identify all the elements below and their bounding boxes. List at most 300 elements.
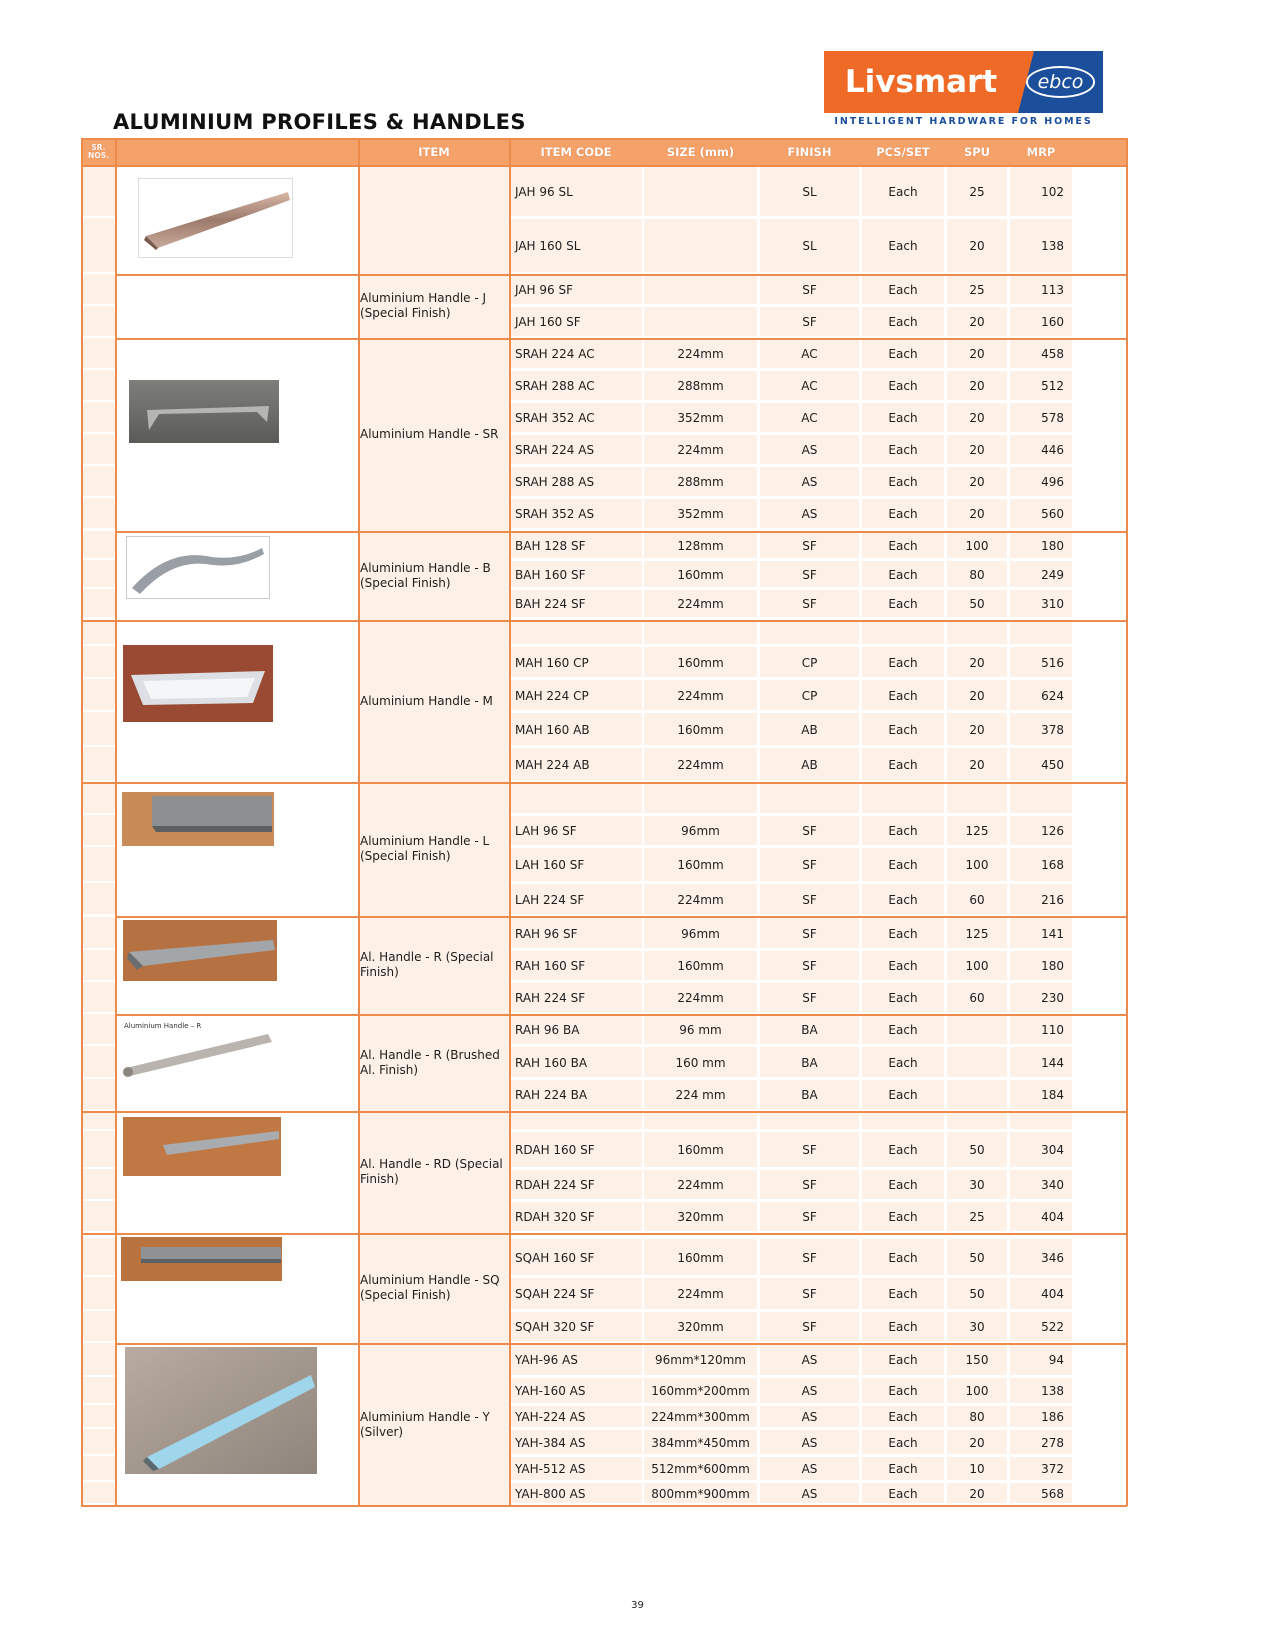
cell-size: 96 mm (679, 1023, 722, 1037)
header-size: SIZE (mm) (666, 144, 735, 159)
handle-sr-image (129, 380, 279, 443)
header-mrp: MRP (1026, 144, 1056, 159)
sr-cell (82, 1238, 115, 1277)
cell-finish: AS (801, 1410, 818, 1424)
sr-cell (82, 370, 115, 402)
item-name: Aluminium Handle - SR (360, 427, 499, 441)
sr-cell (82, 498, 115, 530)
page-title: ALUMINIUM PROFILES & HANDLES (113, 110, 526, 134)
cell-mrp: 168 (1041, 858, 1064, 872)
cell-mrp: 102 (1041, 184, 1064, 199)
cell-spu: 20 (969, 475, 985, 489)
sr-cell (82, 1014, 115, 1046)
cell-mrp: 516 (1041, 655, 1064, 670)
cell-finish: SL (802, 184, 817, 199)
cell-mrp: 578 (1041, 411, 1064, 425)
cell-finish: SF (802, 991, 817, 1005)
cell-mrp: 450 (1041, 757, 1064, 772)
item-name: Aluminium Handle - SQ (Special Finish) (360, 1273, 500, 1302)
grid-line (116, 1233, 1127, 1235)
sr-cell (82, 1169, 115, 1201)
cell-pcs: Each (888, 1320, 918, 1334)
cell-mrp: 458 (1041, 347, 1064, 361)
cell-spu: 20 (969, 507, 985, 521)
cell-pcs: Each (888, 1353, 918, 1367)
cell-size: 288mm (677, 475, 724, 489)
cell-code: SRAH 352 AS (515, 507, 595, 521)
item-name: Aluminium Handle - L (Special Finish) (360, 834, 490, 863)
spacer-cell (644, 622, 757, 644)
cell-mrp: 144 (1041, 1055, 1064, 1070)
cell-spu: 60 (969, 991, 985, 1005)
cell-code: RDAH 320 SF (515, 1210, 595, 1224)
cell-mrp: 378 (1041, 722, 1064, 737)
cell-finish: BA (801, 1023, 818, 1037)
sr-cell (82, 1405, 115, 1429)
sr-cell (82, 620, 115, 646)
sr-cell (82, 1343, 115, 1377)
cell-spu: 100 (965, 959, 989, 973)
cell-spu: 30 (969, 1178, 985, 1192)
grid-line (115, 138, 117, 1506)
cell-code: BAH 160 SF (515, 567, 586, 582)
cell-spu: 50 (969, 1287, 985, 1301)
spacer-cell (644, 1113, 757, 1129)
handle-r-brushed-image (122, 1016, 274, 1081)
cell-pcs: Each (888, 1410, 918, 1424)
cell-size: 160mm (677, 567, 724, 582)
cell-finish: SF (802, 1250, 817, 1265)
cell-spu: 20 (969, 688, 985, 703)
cell-code: SRAH 352 AC (515, 411, 595, 425)
handle-b-image (126, 536, 270, 599)
cell-size: 160mm (677, 722, 724, 737)
cell-size (644, 274, 757, 306)
cell-pcs: Each (888, 347, 918, 361)
cell-pcs: Each (888, 1023, 918, 1037)
cell-finish: SF (802, 567, 817, 582)
cell-spu: 125 (965, 926, 989, 941)
sr-cell (82, 1482, 115, 1505)
cell-spu: 20 (969, 757, 985, 772)
cell-code: RDAH 224 SF (515, 1178, 595, 1192)
cell-finish: SF (802, 1143, 817, 1157)
cell-finish: SF (802, 1287, 817, 1301)
cell-finish: AS (801, 443, 818, 457)
cell-mrp: 512 (1041, 379, 1064, 393)
cell-size: 128mm (677, 538, 724, 553)
handle-l-image (122, 792, 274, 846)
cell-size: 512mm*600mm (651, 1462, 750, 1476)
cell-mrp: 340 (1041, 1178, 1064, 1192)
cell-finish: AS (801, 1462, 818, 1476)
handle-sq-image (121, 1237, 282, 1281)
grid-line (81, 620, 116, 622)
cell-size: 288mm (677, 379, 724, 393)
spacer-cell (862, 622, 944, 644)
header-item-code: ITEM CODE (540, 144, 612, 159)
cell-pcs: Each (888, 991, 918, 1005)
cell-finish: AB (801, 722, 818, 737)
cell-pcs: Each (888, 892, 918, 907)
spacer-cell (760, 1113, 859, 1129)
cell-pcs: Each (888, 1178, 918, 1192)
cell-finish: SF (802, 824, 817, 838)
cell-size: 224 mm (675, 1088, 726, 1102)
cell-pcs: Each (888, 475, 918, 489)
cell-code: RAH 224 SF (515, 991, 586, 1005)
grid-line (81, 1111, 116, 1113)
grid-line (358, 138, 360, 1506)
cell-spu: 50 (969, 1143, 985, 1157)
cell-pcs: Each (888, 567, 918, 582)
cell-finish: BA (801, 1088, 818, 1102)
cell-mrp: 110 (1041, 1023, 1064, 1037)
cell-mrp: 446 (1041, 443, 1064, 457)
cell-code: SQAH 160 SF (515, 1250, 595, 1265)
cell-size (644, 218, 757, 274)
grid-line (81, 782, 116, 784)
spacer-cell (760, 784, 859, 813)
cell-spu (947, 1079, 1007, 1111)
sr-cell (82, 950, 115, 982)
cell-spu: 20 (969, 722, 985, 737)
cell-pcs: Each (888, 507, 918, 521)
sr-cell (82, 712, 115, 747)
spacer-cell (760, 622, 859, 644)
cell-pcs: Each (888, 411, 918, 425)
brand-tagline: INTELLIGENT HARDWARE FOR HOMES (834, 116, 1093, 127)
cell-pcs: Each (888, 1287, 918, 1301)
sr-cell (82, 531, 115, 560)
cell-mrp: 186 (1041, 1410, 1064, 1424)
cell-size: 224mm*300mm (651, 1410, 750, 1424)
cell-mrp: 180 (1041, 959, 1064, 973)
cell-code: YAH-224 AS (515, 1410, 586, 1424)
cell-mrp: 568 (1041, 1486, 1064, 1501)
sr-cell (82, 560, 115, 589)
spacer-cell (1010, 622, 1072, 644)
cell-mrp: 522 (1041, 1320, 1064, 1334)
cell-pcs: Each (888, 379, 918, 393)
handle-r-image (123, 920, 277, 981)
cell-size: 320mm (677, 1210, 724, 1224)
cell-code: MAH 160 AB (515, 722, 590, 737)
cell-code: YAH-160 AS (515, 1384, 586, 1398)
cell-mrp: 372 (1041, 1462, 1064, 1476)
sr-cell (82, 747, 115, 782)
grid-line (116, 274, 1127, 276)
grid-line (116, 782, 1127, 784)
spacer-cell (1010, 784, 1072, 813)
cell-code: RAH 96 SF (515, 926, 578, 941)
cell-finish: SF (802, 959, 817, 973)
handle-j-image (138, 178, 293, 258)
cell-spu (947, 1046, 1007, 1079)
cell-spu: 150 (965, 1353, 989, 1367)
cell-pcs: Each (888, 239, 918, 253)
cell-mrp: 346 (1041, 1250, 1064, 1265)
spacer-cell (644, 784, 757, 813)
cell-code: JAH 160 SF (515, 315, 581, 329)
cell-pcs: Each (888, 1462, 918, 1476)
cell-finish: AS (801, 475, 818, 489)
cell-finish: AC (801, 379, 818, 393)
cell-code: RAH 160 BA (515, 1055, 588, 1070)
cell-code: RDAH 160 SF (515, 1143, 595, 1157)
cell-pcs: Each (888, 757, 918, 772)
cell-pcs: Each (888, 283, 918, 297)
cell-mrp: 404 (1041, 1210, 1064, 1224)
cell-size: 160mm (677, 1250, 724, 1265)
grid-line (1126, 138, 1128, 1506)
cell-spu: 125 (965, 824, 989, 838)
cell-pcs: Each (888, 597, 918, 611)
sr-cell (82, 679, 115, 712)
cell-code: SRAH 224 AS (515, 443, 595, 457)
cell-finish: SF (802, 1178, 817, 1192)
header-item: ITEM (418, 144, 450, 159)
cell-code: MAH 224 AB (515, 757, 590, 772)
cell-pcs: Each (888, 926, 918, 941)
cell-pcs: Each (888, 315, 918, 329)
grid-line (81, 1505, 1127, 1507)
cell-pcs: Each (888, 538, 918, 553)
spacer-cell (947, 622, 1007, 644)
cell-mrp: 249 (1041, 567, 1064, 582)
sr-cell (82, 1131, 115, 1169)
cell-finish: CP (801, 688, 818, 703)
cell-spu (947, 1014, 1007, 1046)
cell-size: 352mm (677, 411, 724, 425)
cell-spu: 20 (969, 411, 985, 425)
cell-mrp: 560 (1041, 507, 1064, 521)
cell-mrp: 496 (1041, 475, 1064, 489)
cell-finish: SF (802, 926, 817, 941)
cell-code: SRAH 288 AC (515, 379, 595, 393)
handle-y-image (125, 1347, 317, 1474)
header-pcs-set: PCS/SET (876, 144, 930, 159)
cell-finish: AC (801, 347, 818, 361)
cell-spu: 80 (969, 567, 985, 582)
item-name: Aluminium Handle - M (360, 693, 493, 708)
cell-mrp: 138 (1041, 1384, 1064, 1398)
cell-finish: SL (802, 239, 817, 253)
spacer-cell (947, 1113, 1007, 1129)
cell-size: 224mm (677, 757, 724, 772)
cell-pcs: Each (888, 858, 918, 872)
cell-code: LAH 96 SF (515, 824, 577, 838)
cell-size (644, 165, 757, 218)
sr-cell (82, 466, 115, 498)
cell-finish: AC (801, 411, 818, 425)
cell-pcs: Each (888, 824, 918, 838)
grid-line (116, 338, 1127, 340)
cell-finish: SF (802, 1210, 817, 1224)
cell-code: SQAH 224 SF (515, 1287, 595, 1301)
cell-size (644, 306, 757, 338)
cell-spu: 20 (969, 347, 985, 361)
sr-cell (82, 1377, 115, 1405)
sr-cell (82, 1111, 115, 1131)
cell-spu: 60 (969, 892, 985, 907)
grid-line (81, 1233, 116, 1235)
cell-pcs: Each (888, 688, 918, 703)
spacer-cell (511, 622, 642, 644)
cell-mrp: 230 (1041, 991, 1064, 1005)
cell-size: 800mm*900mm (651, 1486, 750, 1501)
cell-size: 96mm (681, 926, 720, 941)
cell-size: 160 mm (675, 1055, 726, 1070)
item-name: Al. Handle - R (Brushed Al. Finish) (360, 1047, 500, 1077)
cell-size: 224mm (677, 597, 724, 611)
cell-size: 96mm (681, 824, 720, 838)
cell-spu: 25 (969, 1210, 985, 1224)
cell-mrp: 180 (1041, 538, 1064, 553)
cell-pcs: Each (888, 443, 918, 457)
cell-mrp: 404 (1041, 1287, 1064, 1301)
cell-code: BAH 224 SF (515, 597, 586, 611)
sr-cell (82, 165, 115, 218)
cell-spu: 20 (969, 443, 985, 457)
sr-cell (82, 982, 115, 1014)
cell-size: 224mm (677, 1287, 724, 1301)
sr-cell (82, 274, 115, 306)
cell-finish: AS (801, 1384, 818, 1398)
cell-spu: 20 (969, 1486, 985, 1501)
cell-code: JAH 96 SF (515, 283, 573, 297)
cell-finish: SF (802, 597, 817, 611)
item-name: Al. Handle - RD (Special Finish) (360, 1157, 503, 1186)
sr-cell (82, 218, 115, 274)
grid-line (116, 916, 1127, 918)
cell-mrp: 141 (1041, 926, 1064, 941)
cell-spu: 100 (965, 1384, 989, 1398)
cell-spu: 10 (969, 1462, 985, 1476)
sr-cell (82, 1456, 115, 1482)
cell-size: 160mm (677, 1143, 724, 1157)
grid-line (509, 138, 511, 1506)
sr-cell (82, 847, 115, 883)
cell-spu: 25 (969, 283, 985, 297)
spacer-cell (511, 784, 642, 813)
cell-pcs: Each (888, 1055, 918, 1070)
cell-code: MAH 160 CP (515, 655, 589, 670)
cell-spu: 100 (965, 538, 989, 553)
cell-pcs: Each (888, 722, 918, 737)
cell-code: YAH-800 AS (515, 1486, 586, 1501)
cell-pcs: Each (888, 959, 918, 973)
grid-line (116, 1111, 1127, 1113)
svg-text:Aluminium Handle – R: Aluminium Handle – R (124, 1022, 202, 1030)
cell-spu: 50 (969, 597, 985, 611)
cell-mrp: 310 (1041, 597, 1064, 611)
sr-cell (82, 1311, 115, 1343)
cell-finish: SF (802, 858, 817, 872)
sr-cell (82, 1429, 115, 1456)
cell-spu: 20 (969, 655, 985, 670)
cell-finish: AB (801, 757, 818, 772)
cell-pcs: Each (888, 184, 918, 199)
sr-cell (82, 589, 115, 619)
sr-cell (82, 1079, 115, 1111)
cell-pcs: Each (888, 1250, 918, 1265)
sr-cell (82, 782, 115, 815)
cell-size: 224mm (677, 991, 724, 1005)
cell-mrp: 624 (1041, 688, 1064, 703)
cell-finish: AS (801, 1486, 818, 1501)
spacer-cell (511, 1113, 642, 1129)
sr-cell (82, 306, 115, 338)
cell-code: BAH 128 SF (515, 538, 586, 553)
cell-pcs: Each (888, 1486, 918, 1501)
grid-line (116, 620, 1127, 622)
cell-spu: 30 (969, 1320, 985, 1334)
cell-finish: SF (802, 892, 817, 907)
cell-size: 160mm (677, 959, 724, 973)
cell-code: YAH-96 AS (515, 1353, 578, 1367)
cell-finish: AS (801, 1435, 818, 1450)
cell-spu: 100 (965, 858, 989, 872)
sr-cell (82, 1201, 115, 1233)
cell-size: 96mm*120mm (655, 1353, 746, 1367)
cell-mrp: 160 (1041, 315, 1064, 329)
cell-size: 224mm (677, 443, 724, 457)
cell-code: SQAH 320 SF (515, 1320, 595, 1334)
page-number: 39 (631, 1600, 644, 1611)
item-name: Aluminium Handle - B (Special Finish) (360, 560, 491, 590)
cell-spu: 80 (969, 1410, 985, 1424)
cell-size: 160mm (677, 858, 724, 872)
cell-size: 320mm (677, 1320, 724, 1334)
header-spu: SPU (963, 144, 991, 159)
grid-line (81, 138, 83, 1506)
cell-spu: 20 (969, 315, 985, 329)
cell-code: JAH 160 SL (515, 239, 581, 253)
cell-pcs: Each (888, 1088, 918, 1102)
sr-cell (82, 434, 115, 466)
cell-pcs: Each (888, 1435, 918, 1450)
cell-finish: CP (801, 655, 818, 670)
handle-m-image (123, 645, 273, 722)
cell-code: LAH 160 SF (515, 858, 585, 872)
cell-finish: SF (802, 283, 817, 297)
cell-spu: 20 (969, 1435, 985, 1450)
brand-logo (824, 51, 1103, 113)
cell-finish: SF (802, 315, 817, 329)
cell-size: 352mm (677, 507, 724, 521)
cell-finish: BA (801, 1055, 818, 1070)
sr-cell (82, 1046, 115, 1079)
cell-pcs: Each (888, 1143, 918, 1157)
cell-mrp: 126 (1041, 824, 1064, 838)
cell-code: MAH 224 CP (515, 688, 589, 703)
cell-spu: 50 (969, 1250, 985, 1265)
sr-cell (82, 815, 115, 847)
sr-cell (82, 646, 115, 679)
sr-cell (82, 883, 115, 916)
cell-spu: 20 (969, 379, 985, 393)
cell-size: 224mm (677, 1178, 724, 1192)
cell-code: YAH-512 AS (515, 1462, 586, 1476)
sr-cell (82, 1277, 115, 1311)
livsmart-wordmark: Livsmart (824, 51, 1018, 113)
handle-rd-image (123, 1117, 281, 1176)
ebco-logo: ebco (1026, 66, 1096, 98)
cell-code: JAH 96 SL (515, 184, 573, 199)
cell-code: YAH-384 AS (515, 1435, 586, 1450)
item-name: Aluminium Handle - J (Special Finish) (360, 291, 487, 320)
